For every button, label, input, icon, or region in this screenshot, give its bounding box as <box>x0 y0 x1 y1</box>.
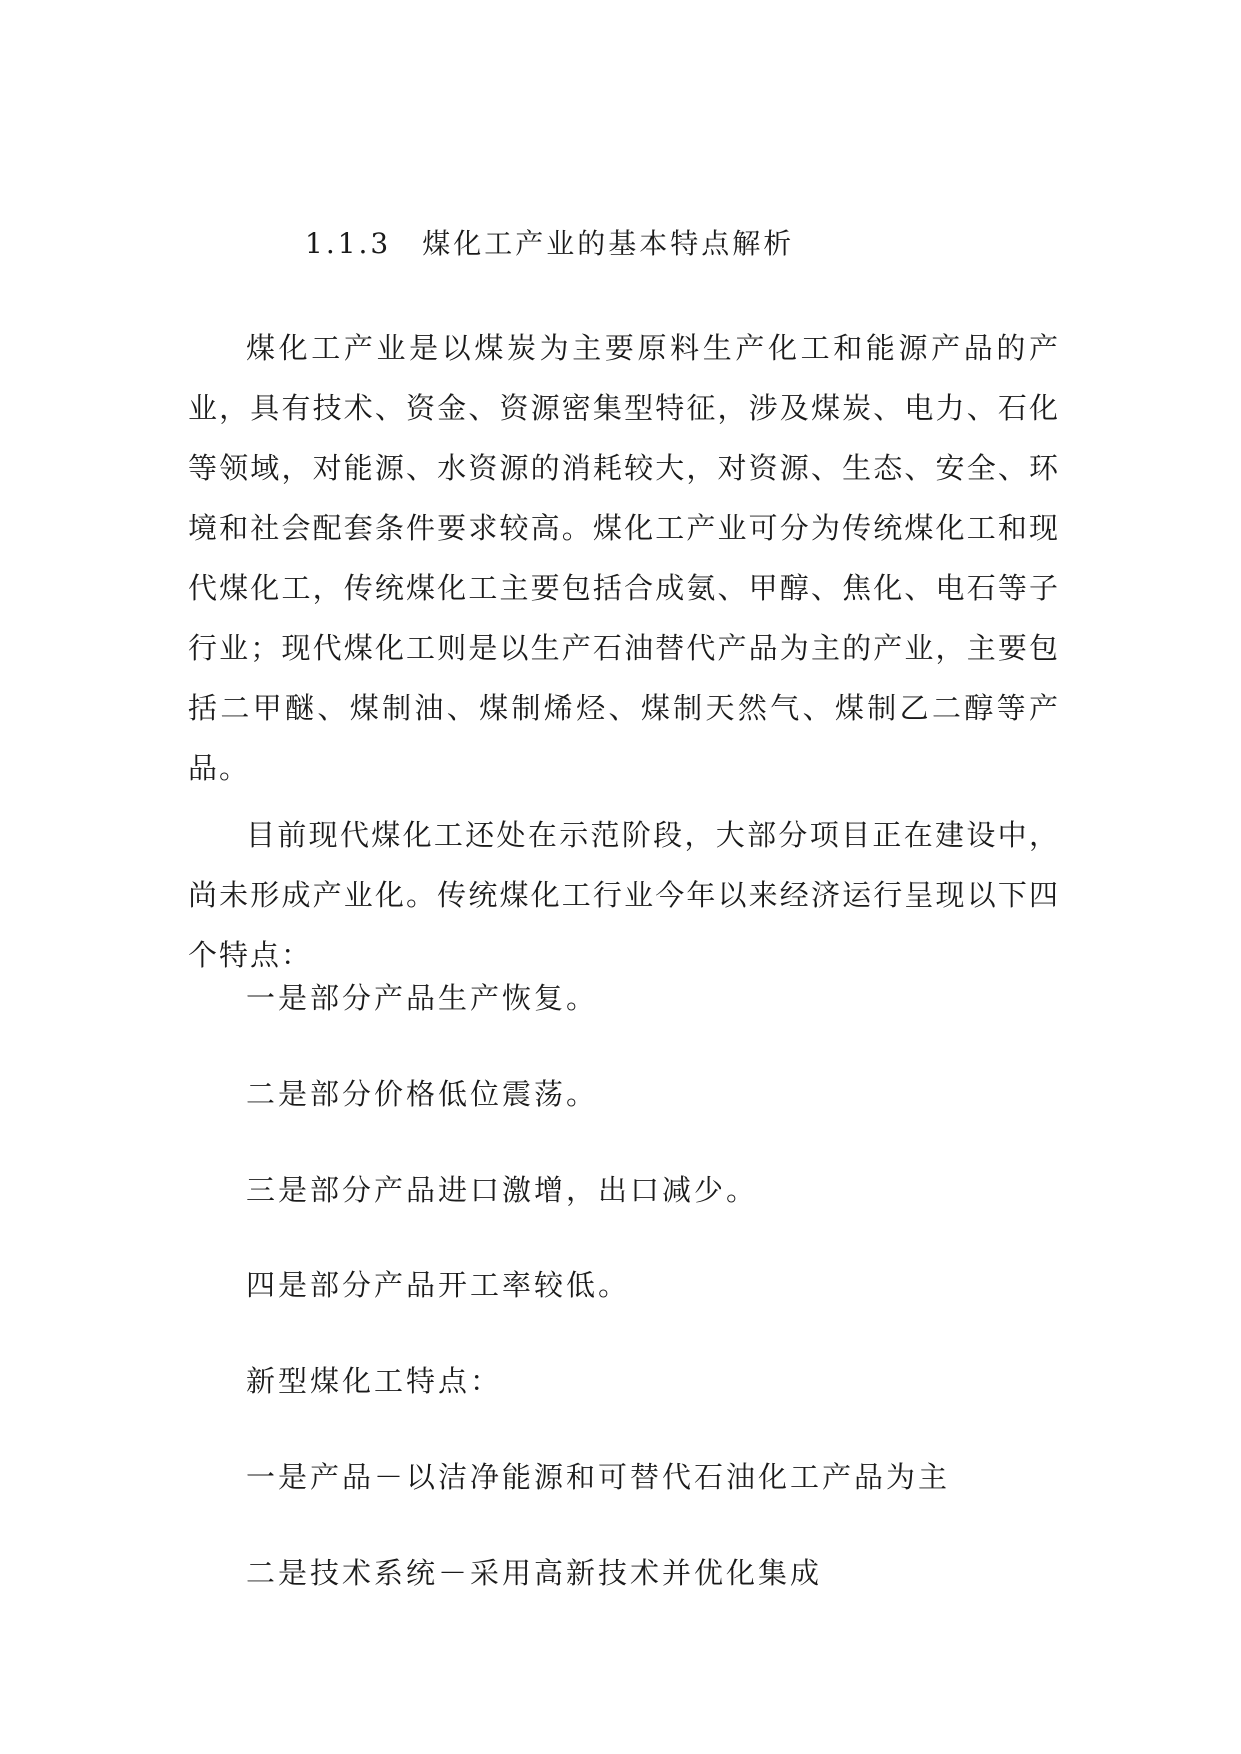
traditional-feature-3: 三是部分产品进口激增，出口减少。 <box>246 1173 759 1207</box>
new-type-feature-2: 二是技术系统－采用高新技术并优化集成 <box>246 1556 823 1590</box>
traditional-feature-4: 四是部分产品开工率较低。 <box>246 1268 631 1302</box>
new-type-features-heading: 新型煤化工特点： <box>246 1364 503 1398</box>
section-heading: 1.1.3 煤化工产业的基本特点解析 <box>305 227 795 260</box>
paragraph-current-status: 目前现代煤化工还处在示范阶段，大部分项目正在建设中，尚未形成产业化。传统煤化工行业今年以来经济运行呈现以下四个特点： <box>188 818 1060 972</box>
traditional-feature-1: 一是部分产品生产恢复。 <box>246 981 599 1015</box>
traditional-feature-2: 二是部分价格低位震荡。 <box>246 1077 599 1111</box>
new-type-feature-1: 一是产品－以洁净能源和可替代石油化工产品为主 <box>246 1460 951 1494</box>
paragraph-industry-overview: 煤化工产业是以煤炭为主要原料生产化工和能源产品的产业，具有技术、资金、资源密集型特征，涉及煤炭、电力、石化等领域，对能源、水资源的消耗较大，对资源、生态、安全、环境和社会配套条件要求较高。煤化工产业可分为传统煤化工和现代煤化工，传统煤化工主要包括合成氨、甲醇、焦化、电石等子行业；现代煤化工则是以生产石油替代产品为主的产业，主要包括二甲醚、煤制油、煤制烯烃、煤制天然气、煤制乙二醇等产品。 <box>188 331 1060 785</box>
